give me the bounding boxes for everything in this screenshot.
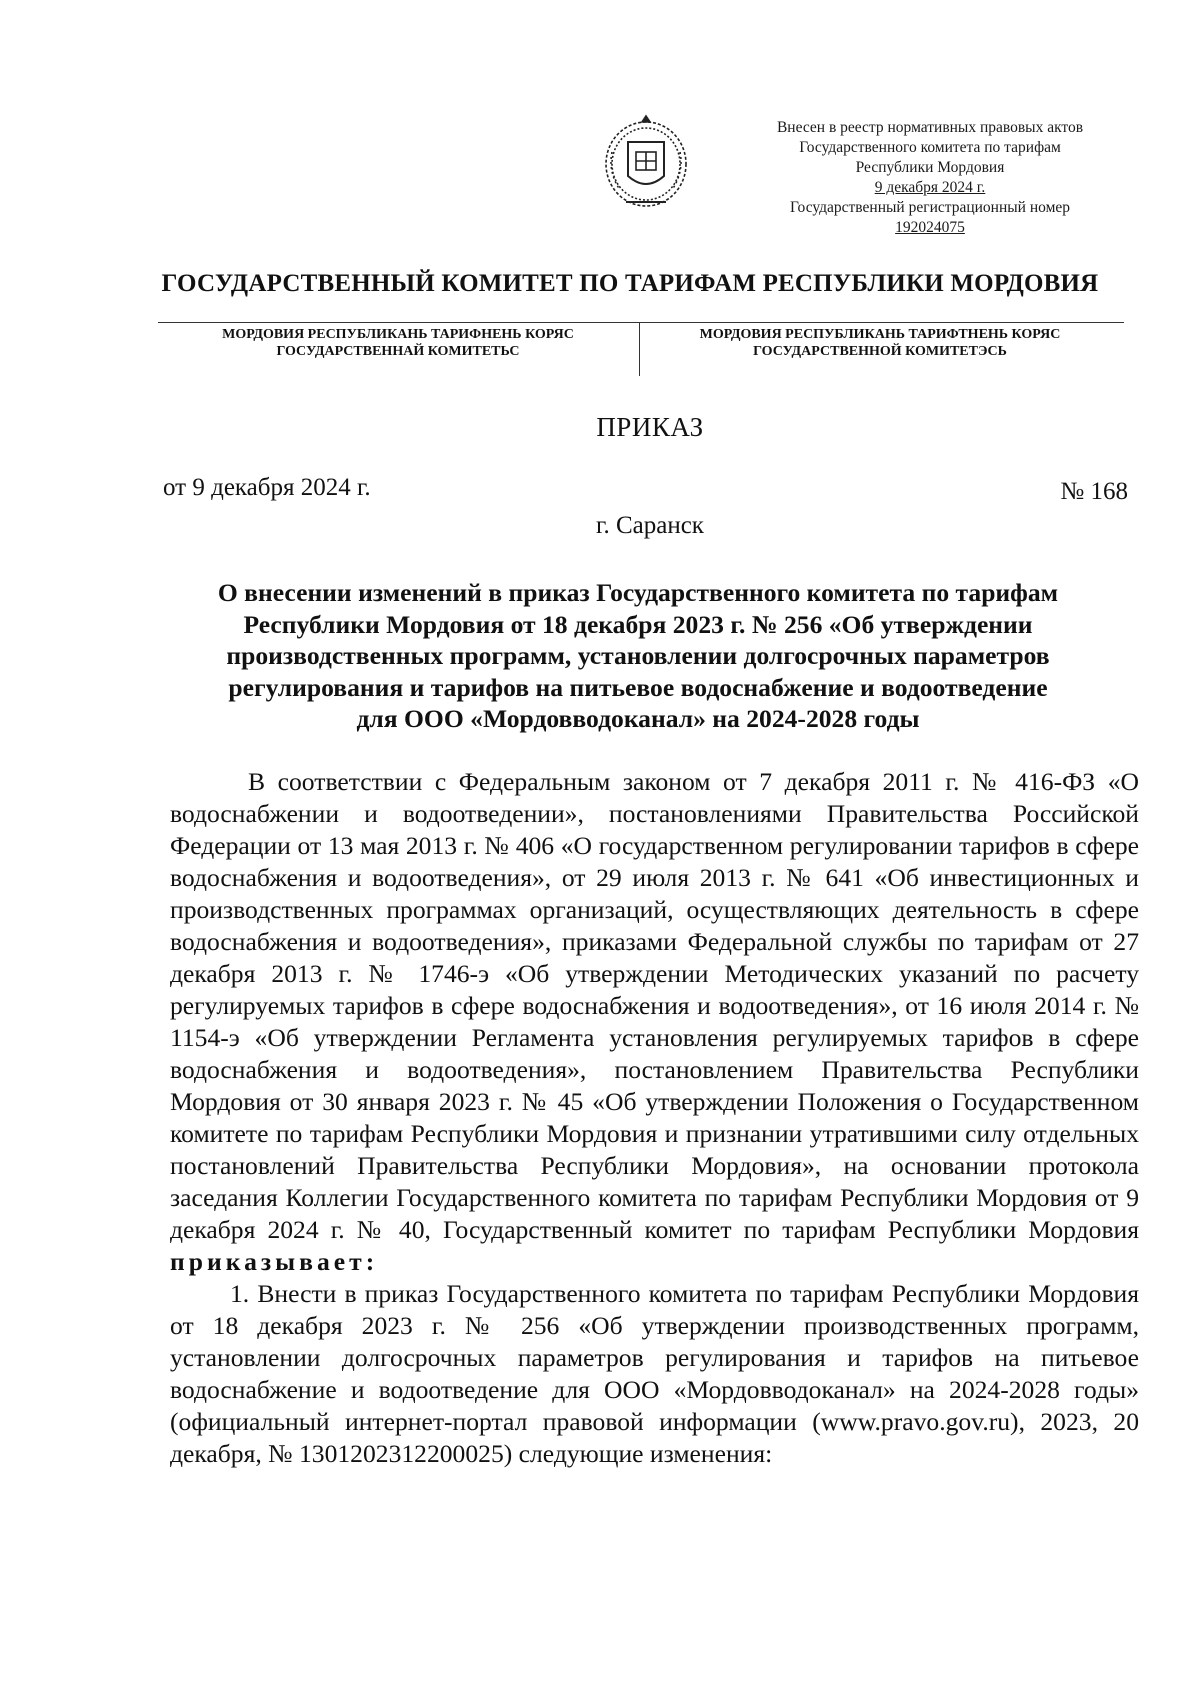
- document-city: г. Саранск: [596, 512, 704, 539]
- coat-of-arms-emblem: [598, 112, 694, 212]
- header-divider: [158, 322, 1124, 323]
- preamble-paragraph: [170, 766, 1139, 1278]
- erzya-line: ГОСУДАРСТВЕННОЙ КОМИТЕТЭСЬ: [753, 344, 1007, 359]
- preamble-text: В соответствии с Федеральным законом от 7 декабря 2011 г. № 416-ФЗ «О водоснабжении и водоотведении», постановлениями Правительства Российской Федерации от 13 мая 2013 г. № 406 «О государственном регулировании тарифов в сфере водоснабжения и водоотведения», от 29 июля 2013 г. № 641 «Об инвестиционных и производственных программах организаций, осуществляющих деятельность в сфере водоснабжения и водоотведения», приказами Федеральной службы по тарифам от 27 декабря 2013 г. № 1746-э «Об утверждении Методических указаний по расчету регулируемых тарифов в сфере водоснабжения и водоотведения», от 16 июля 2014 г. № 1154-э «Об утверждении Регламента установления регулируемых тарифов в сфере водоснабжения и водоотведения», постановлением Правительства Республики Мордовия от 30 января 2023 г. № 45 «Об утверждении Положения о Государственном комитете по тарифам Республики Мордовия и признании утратившими силу отдельных постановлений Правительства Республики Мордовия», на основании протокола заседания Коллегии Государственного комитета по тарифам Республики Мордовия от 9 декабря 2024 г. № 40, Государственный комитет по тарифам Республики Мордовия: [170, 767, 1139, 1244]
- registry-date: 9 декабря 2024 г.: [874, 179, 986, 196]
- moksha-line: ГОСУДАРСТВЕННАЙ КОМИТЕТЬС: [276, 344, 520, 359]
- registry-line: Внесен в реестр нормативных правовых актов: [776, 119, 1084, 136]
- subject-line: производственных программ, установлении долгосрочных параметров: [226, 641, 1050, 671]
- subject-line: для ООО «Мордовводоканал» на 2024-2028 годы: [356, 704, 920, 734]
- registry-number: 192024075: [895, 219, 965, 236]
- moksha-line: МОРДОВИЯ РЕСПУБЛИКАНЬ ТАРИФНЕНЬ КОРЯС: [222, 327, 574, 342]
- committee-title: ГОСУДАРСТВЕННЫЙ КОМИТЕТ ПО ТАРИФАМ РЕСПУБЛИКИ МОРДОВИЯ: [161, 270, 1099, 297]
- document-body: [170, 766, 1139, 1470]
- document-number: № 168: [1060, 478, 1128, 505]
- item-1-paragraph: 1. Внести в приказ Государственного комитета по тарифам Республики Мордовия от 18 декабря 2023 г. № 256 «Об утверждении производственных программ, установлении долгосрочных параметров регулирования и тарифов на питьевое водоснабжение и водоотведение для ООО «Мордовводоканал» на 2024-2028 годы» (официальный интернет-портал правовой информации (www.pravo.gov.ru), 2023, 20 декабря, № 1301202312200025) следующие изменения:: [170, 1279, 1139, 1468]
- header-column-divider: [639, 322, 640, 376]
- registry-line: Государственного комитета по тарифам: [799, 139, 1061, 156]
- document-date: от 9 декабря 2024 г.: [163, 474, 371, 501]
- committee-name-erzya: [656, 326, 1104, 360]
- committee-name-moksha: [178, 326, 618, 360]
- subject-line: О внесении изменений в приказ Государственного комитета по тарифам: [217, 578, 1059, 607]
- subject-line: Республики Мордовия от 18 декабря 2023 г. № 256 «Об утверждении: [243, 609, 1033, 639]
- registry-line: Республики Мордовия: [855, 159, 1005, 176]
- document-type: ПРИКАЗ: [596, 412, 704, 442]
- document-subject: [150, 577, 1126, 735]
- erzya-line: МОРДОВИЯ РЕСПУБЛИКАНЬ ТАРИФТНЕНЬ КОРЯС: [699, 327, 1061, 342]
- order-word: приказывает:: [170, 1247, 379, 1276]
- registry-note: [740, 118, 1120, 238]
- registry-number-label: Государственный регистрационный номер: [789, 199, 1071, 216]
- subject-line: регулирования и тарифов на питьевое водоснабжение и водоотведение: [228, 672, 1048, 702]
